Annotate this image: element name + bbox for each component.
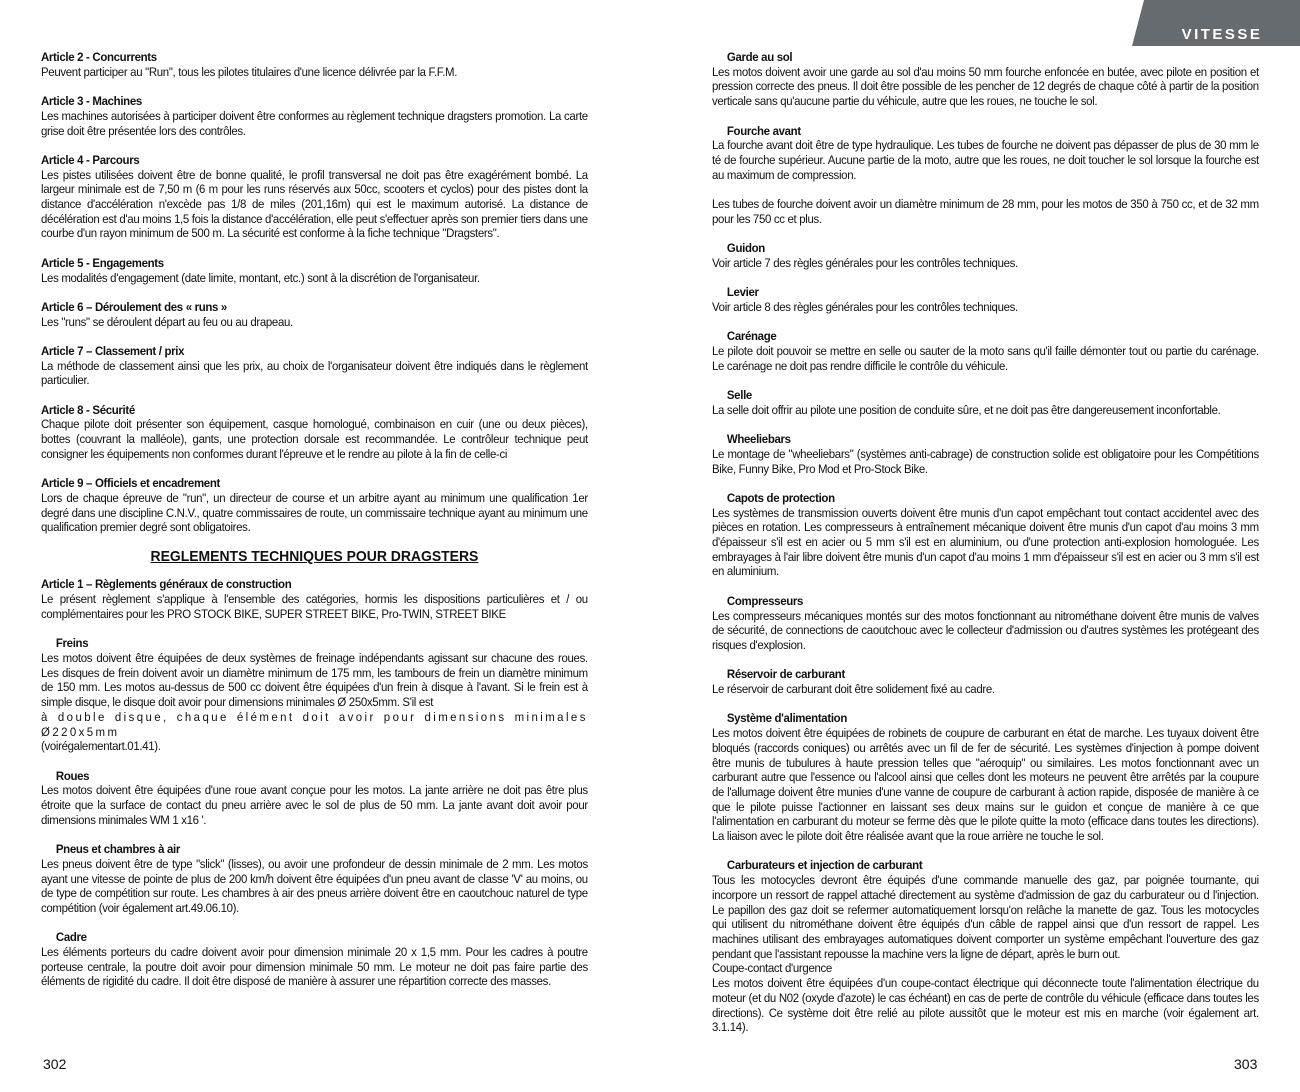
article-text: Les machines autorisées à participer doivent être conformes au règlement technique dragsters promotion. La carte grise doit être présentée lors des contrôles. <box>41 108 588 138</box>
article-5 <box>41 256 588 285</box>
subsection-roues <box>41 769 588 828</box>
subsection-text: Voir article 8 des règles générales pour les contrôles techniques. <box>712 299 1018 314</box>
subsection-text: Les systèmes de transmission ouverts doivent être munis d'un capot empêchant tout contact accidentel avec des pièces en rotation. Les compresseurs à entraînement mécanique doivent être munis d'un capot d'au moins 3 mm d'épaisseur s'il est en acier ou 5 mm s'il est en aluminium, ou d'une protection anti-explosion homologuée. Les embrayages à l'air libre doivent être munis d'un capot d'au moins 1 mm d'épaisseur s'il est en acier ou 3 mm s'il est en aluminium. <box>712 505 1259 579</box>
subsection-heading: Capots de protection <box>726 490 835 505</box>
subsection-guidon <box>712 241 1259 270</box>
article-heading: Article 2 - Concurrents <box>41 50 157 64</box>
subsection-heading: Roues <box>55 768 90 783</box>
subsection-text: La fourche avant doit être de type hydraulique. Les tubes de fourche ne doivent pas dépasser de plus de 30 mm le té de fourche supérieur. Aucune partie de la moto, autre que les roues, ne doit toucher le sol lorsque la fourche est au maximum de compression. <box>712 138 1259 182</box>
subsection-fourche-tubes <box>712 197 1259 226</box>
subsection-pneus <box>41 842 588 916</box>
subsection-cadre <box>41 930 588 989</box>
subsection-garde-au-sol <box>712 50 1259 109</box>
subsection-text: Les éléments porteurs du cadre doivent avoir pour dimension minimale 20 x 1,5 mm. Pour les cadres à poutre porteuse centrale, la poutre doit avoir pour dimension minimale 50 mm. Le moteur ne doit pas faire partie des éléments de rigidité du cadre. Il doit être disposé de manière à assurer une répartition correcte des masses. <box>41 945 588 989</box>
subsection-heading: Carénage <box>726 329 777 344</box>
article-heading: Article 1 – Règlements généraux de construction <box>41 577 292 592</box>
article-heading: Article 4 - Parcours <box>41 152 140 167</box>
article-text: Les modalités d'engagement (date limite, montant, etc.) sont à la discrétion de l'organisateur. <box>41 270 480 285</box>
subsection-heading: Compresseurs <box>726 593 804 608</box>
subsection-heading: Cadre <box>55 930 87 945</box>
subsection-text: Les motos doivent être équipées de deux systèmes de freinage indépendants agissant sur chacune des roues. Les disques de frein doivent avoir un diamètre minimum de 175 mm, les tambours de frein un diamètre minimum de 150 mm. Les motos au-dessus de 500 cc doivent être équipées d'un frein à disque à l'avant. Si le frein est à simple disque, le disque doit avoir pour dimensions minimales Ø 250x5mm. S'il est <box>41 650 588 710</box>
article-4 <box>41 153 588 241</box>
subsection-alimentation <box>712 711 1259 843</box>
article-heading: Article 6 – Déroulement des « runs » <box>41 299 227 314</box>
subsection-text: Voir article 7 des règles générales pour les contrôles techniques. <box>712 255 1018 270</box>
subsection-heading: Wheeliebars <box>726 432 791 447</box>
coupe-contact-label: Coupe-contact d'urgence <box>712 961 832 976</box>
subsection-levier <box>712 285 1259 314</box>
subsection-carenage <box>712 329 1259 373</box>
subsection-heading: Levier <box>726 285 759 300</box>
subsection-freins <box>41 636 588 754</box>
article-3 <box>41 94 588 138</box>
subsection-text-end: (voirégalementart.01.41). <box>41 739 161 754</box>
subsection-text: Les motos doivent être équipées d'une roue avant conçue pour les motos. La jante arrière ne doit pas être plus étroite que la surface de contact du pneu arrière avec le sol de plus de 50 mm. La jante avant doit avoir pour dimensions minimales WM 1 x16 '. <box>41 783 588 827</box>
article-8 <box>41 403 588 462</box>
subsection-heading: Freins <box>55 636 89 651</box>
page-number: 302 <box>43 1056 67 1072</box>
article-text: Chaque pilote doit présenter son équipement, casque homologué, combinaison en cuir (une ou deux pièces), bottes (couvrant la malléole), gants, une protection dorsale est recommandée. Le contrôleur technique peut consigner les équipements non conformes durant l'épreuve et le rendre au pilote à la fin de celle-ci <box>41 417 588 461</box>
subsection-heading: Garde au sol <box>726 50 793 64</box>
coupe-contact-text: Les motos doivent être équipées d'un coupe-contact électrique qui déconnecte toute l'alimentation électrique du moteur (et du N02 (oxyde d'azote) le cas échéant) en cas de perte de contrôle du véhicule (efficace dans toutes les directions). Ce système doit être relié au pilote aussitôt que le moteur est mis en marche (voir également art. 3.1.14). <box>712 976 1259 1035</box>
article-heading: Article 5 - Engagements <box>41 255 164 270</box>
article-text: Le présent règlement s'applique à l'ensemble des catégories, hormis les dispositions particulières et / ou complémentaires pour les PRO STOCK BIKE, SUPER STREET BIKE, Pro-TWIN, STREET BIKE <box>41 592 588 621</box>
subsection-heading: Fourche avant <box>726 123 801 138</box>
page-number: 303 <box>1234 1056 1258 1072</box>
article-heading: Article 9 – Officiels et encadrement <box>41 476 220 491</box>
subsection-text: Le réservoir de carburant doit être solidement fixé au cadre. <box>712 682 995 697</box>
article-1-construction <box>41 577 588 621</box>
subsection-heading: Carburateurs et injection de carburant <box>726 858 923 873</box>
article-text: Lors de chaque épreuve de "run", un directeur de course et un arbitre ayant au minimum une qualification 1er degré dans une discipline C.N.V., quatre commissaires de route, un commissaire technique ayant au minimum une qualification premier degré sont obligatoires. <box>41 490 588 535</box>
subsection-text: Les tubes de fourche doivent avoir un diamètre minimum de 28 mm, pour les motos de 350 à 750 cc, et de 32 mm pour les 750 cc et plus. <box>712 197 1259 226</box>
subsection-text-spaced: à double disque, chaque élément doit avoir pour dimensions minimales Ø220x5mm <box>41 709 588 739</box>
subsection-fourche-avant <box>712 124 1259 183</box>
subsection-text: Les compresseurs mécaniques montés sur des motos fonctionnant au nitrométhane doivent être munis de valves de sécurité, de connections de caoutchouc avec le collecteur d'admission ou d'autres systèmes les protégeant des risques d'explosion. <box>712 608 1259 652</box>
subsection-text: Les motos doivent avoir une garde au sol d'au moins 50 mm fourche enfoncée en butée, avec pilote en position et pression correcte des pneus. Il doit être possible de les pencher de 12 degrés de chaque côté à partir de la position verticale sans qu'aucune partie du véhicule, autre que les roues, ne touche le sol. <box>712 64 1259 109</box>
subsection-heading: Selle <box>726 388 752 403</box>
subsection-text: Le montage de "wheeliebars" (systèmes anti-cabrage) de construction solide est obligatoire pour les Compétitions Bike, Funny Bike, Pro Mod et Pro-Stock Bike. <box>712 446 1259 476</box>
right-page <box>650 0 1300 1092</box>
article-2 <box>41 50 588 79</box>
article-7 <box>41 344 588 388</box>
article-9 <box>41 476 588 535</box>
subsection-compresseurs <box>712 594 1259 653</box>
right-column <box>712 50 1259 1050</box>
subsection-text: Tous les motocycles devront être équipés d'une commande manuelle des gaz, par poignée tournante, qui incorpore un ressort de rappel attaché directement au système d'admission de gaz du carburateur ou d l'injection. Le papillon des gaz doit se refermer automatiquement lorsqu'on relâche la manette de gaz. Tous les motocycles qui utilisent du nitrométhane doivent être équipés d'un câble de rappel ainsi que d'un ressort de rappel. Les machines utilisant des embrayages automatiques doivent comporter un système empêchant l'ouverture des gaz pendant que l'assistant repousse la machine vers la ligne de départ, après le burn out. <box>712 873 1259 961</box>
subsection-selle <box>712 388 1259 417</box>
article-text: Les pistes utilisées doivent être de bonne qualité, le profil transversal ne doit pas être exagérément bombé. La largeur minimale est de 7,50 m (6 m pour les runs réservés aux 50cc, scooters et cyclos) pour des pistes dont la distance d'accélération n'excède pas 1/8 de miles (201,16m) qui est le maximum autorisé. La distance de décélération est d'au moins 1,5 fois la distance d'accélération, elle peut s'effectuer après son premier tiers dans une courbe d'un rayon minimum de 500 m. La sécurité est conforme à la fiche technique "Dragsters". <box>41 167 588 241</box>
article-heading: Article 8 - Sécurité <box>41 402 135 417</box>
article-text: Peuvent participer au "Run", tous les pilotes titulaires d'une licence délivrée par la F.F.M. <box>41 64 458 79</box>
subsection-text: Les pneus doivent être de type "slick" (lisses), ou avoir une profondeur de dessin minimale de 2 mm. Les motos ayant une vitesse de pointe de plus de 200 km/h doivent être équipées d'un pneu avant de classe 'V' au moins, ou de type de compétition sur route. Les chambres à air des pneus arrière doivent être en caoutchouc naturel de type compétition (voir également art.49.06.10). <box>41 856 588 915</box>
subsection-capots <box>712 491 1259 579</box>
article-text: La méthode de classement ainsi que les prix, au choix de l'organisateur doivent être indiqués dans le règlement particulier. <box>41 358 588 388</box>
vitesse-banner <box>1080 0 1300 46</box>
subsection-heading: Pneus et chambres à air <box>55 842 180 857</box>
subsection-text: Les motos doivent être équipées de robinets de coupure de carburant en état de marche. Les tuyaux doivent être bloqués (raccords coniques) ou arrêtés avec un fil de fer de sécurité. Les systèmes d'injection à pompe doivent être munis de tubulures à haute pression telles que "aéroquip" ou similaires. Les motos fonctionnant avec un carburant autre que l'essence ou l'alcool ainsi que celles dont les moteurs ne peuvent être arrêtés par la coupure de l'allumage doivent être munies d'une vanne de coupure de carburant à action rapide, disposée de manière à ce que le pilote puisse l'actionner en laissant ses deux mains sur le guidon et conçue de manière à ce que l'alimentation en carburant du moteur se ferme dès que le pilote quitte la moto (efficace dans toutes les directions). La liaison avec le pilote doit être réalisée avant que la roue arrière ne touche le sol. <box>712 726 1259 844</box>
article-heading: Article 3 - Machines <box>41 94 142 109</box>
article-text: Les "runs" se déroulent départ au feu ou au drapeau. <box>41 314 293 329</box>
article-6 <box>41 300 588 329</box>
subsection-text: Le pilote doit pouvoir se mettre en selle ou sauter de la moto sans qu'il faille démonter tout ou partie du carénage. Le carénage ne doit pas rendre difficile le contrôle du véhicule. <box>712 343 1259 373</box>
banner-label: VITESSE <box>1181 26 1263 43</box>
left-column <box>41 50 588 1004</box>
subsection-heading: Réservoir de carburant <box>726 667 845 682</box>
subsection-heading: Système d'alimentation <box>726 711 848 726</box>
subsection-text: La selle doit offrir au pilote une position de conduite sûre, et ne doit pas être dangereusement inconfortable. <box>712 402 1221 417</box>
subsection-carburateurs <box>712 858 1259 1034</box>
subsection-reservoir <box>712 667 1259 696</box>
subsection-wheeliebars <box>712 432 1259 476</box>
subsection-heading: Guidon <box>726 241 765 256</box>
article-heading: Article 7 – Classement / prix <box>41 343 185 358</box>
section-title: REGLEMENTS TECHNIQUES POUR DRAGSTERS <box>150 547 479 565</box>
